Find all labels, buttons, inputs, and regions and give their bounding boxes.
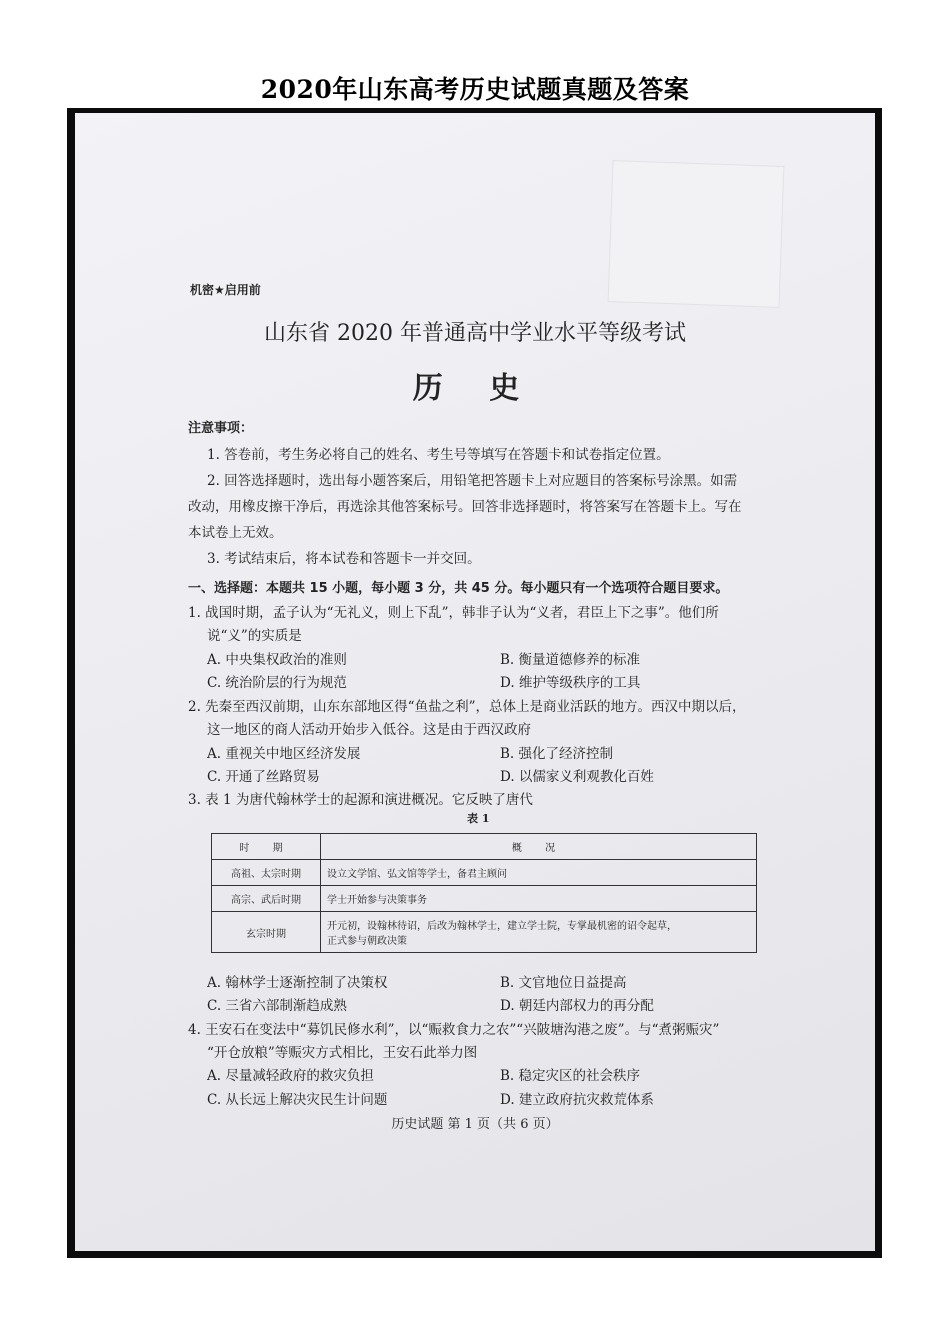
table-row	[212, 912, 757, 953]
notice-line: 1. 答卷前，考生务必将自己的姓名、考生号等填写在答题卡和试卷指定位置。	[207, 447, 670, 463]
option: A. 中央集权政治的准则	[207, 652, 347, 668]
table-cell: 高宗、武后时期	[212, 886, 321, 912]
question-stem: 3. 表 1 为唐代翰林学士的起源和演进概况。它反映了唐代	[188, 792, 533, 808]
notice-line: 本试卷上无效。	[188, 525, 283, 541]
option: A. 尽量减轻政府的救灾负担	[207, 1068, 374, 1084]
question-stem: 这一地区的商人活动开始步入低谷。这是由于西汉政府	[207, 722, 531, 738]
notice-line: 2. 回答选择题时，选出每小题答案后，用铅笔把答题卡上对应题目的答案标号涂黑。如需	[207, 473, 738, 489]
table-cell: 设立文学馆、弘文馆等学士，备君主顾问	[321, 860, 757, 886]
exam-paper	[75, 113, 875, 1251]
section-heading: 一、选择题：本题共 15 小题，每小题 3 分，共 45 分。每小题只有一个选项符合题目要求。	[188, 581, 729, 596]
table-cell-line: 开元初，设翰林待诏，后改为翰林学士，建立学士院，专掌最机密的诏令起草，	[327, 921, 677, 932]
option: C. 开通了丝路贸易	[207, 769, 320, 785]
table-row	[212, 860, 757, 886]
option: C. 统治阶层的行为规范	[207, 675, 347, 691]
option: D. 以儒家义利观教化百姓	[500, 769, 654, 785]
question-stem: 4. 王安石在变法中“募饥民修水利”，以“赈救食力之农”“兴陂塘沟港之废”。与“煮粥赈灾”	[188, 1022, 720, 1038]
option: B. 衡量道德修养的标准	[500, 652, 641, 668]
option: A. 重视关中地区经济发展	[207, 746, 361, 762]
secret-mark: 机密★启用前	[190, 283, 261, 297]
table-caption: 表 1	[467, 812, 490, 825]
document-title: 2020年山东高考历史试题真题及答案	[260, 75, 690, 104]
table-header-cell: 概 况	[321, 834, 757, 860]
option: D. 朝廷内部权力的再分配	[500, 998, 654, 1014]
option: D. 建立政府抗灾救荒体系	[500, 1092, 654, 1108]
notice-line: 改动，用橡皮擦干净后，再选涂其他答案标号。回答非选择题时，将答案写在答题卡上。写在	[188, 499, 742, 515]
notice-line: 3. 考试结束后，将本试卷和答题卡一并交回。	[207, 551, 481, 567]
history-table	[211, 833, 757, 953]
table-row	[212, 886, 757, 912]
label-sticker	[608, 160, 785, 308]
table-header-row	[212, 834, 757, 860]
option: B. 强化了经济控制	[500, 746, 614, 762]
question-stem: 1. 战国时期，孟子认为“无礼义，则上下乱”，韩非子认为“义者，君臣上下之事”。他们所	[188, 605, 719, 621]
question-stem: “开仓放粮”等赈灾方式相比，王安石此举力图	[207, 1045, 478, 1061]
subject-title: 历 史	[412, 371, 538, 406]
question-stem: 2. 先秦至西汉前期，山东东部地区得“鱼盐之利”，总体上是商业活跃的地方。西汉中期以后，	[188, 699, 746, 715]
option: C. 三省六部制渐趋成熟	[207, 998, 347, 1014]
option: B. 文官地位日益提高	[500, 975, 627, 991]
table-cell	[321, 912, 757, 953]
table-cell: 学士开始参与决策事务	[321, 886, 757, 912]
option: A. 翰林学士逐渐控制了决策权	[207, 975, 388, 991]
option: D. 维护等级秩序的工具	[500, 675, 641, 691]
page-footer: 历史试题 第 1 页（共 6 页）	[391, 1117, 559, 1132]
table-cell-line: 正式参与朝政决策	[327, 936, 407, 947]
table-cell: 玄宗时期	[212, 912, 321, 953]
exam-title: 山东省 2020 年普通高中学业水平等级考试	[264, 321, 686, 346]
table-cell: 高祖、太宗时期	[212, 860, 321, 886]
option: C. 从长远上解决灾民生计问题	[207, 1092, 388, 1108]
table-header-cell: 时 期	[212, 834, 321, 860]
question-stem: 说“义”的实质是	[207, 628, 302, 644]
notice-heading: 注意事项：	[188, 421, 254, 436]
option: B. 稳定灾区的社会秩序	[500, 1068, 641, 1084]
